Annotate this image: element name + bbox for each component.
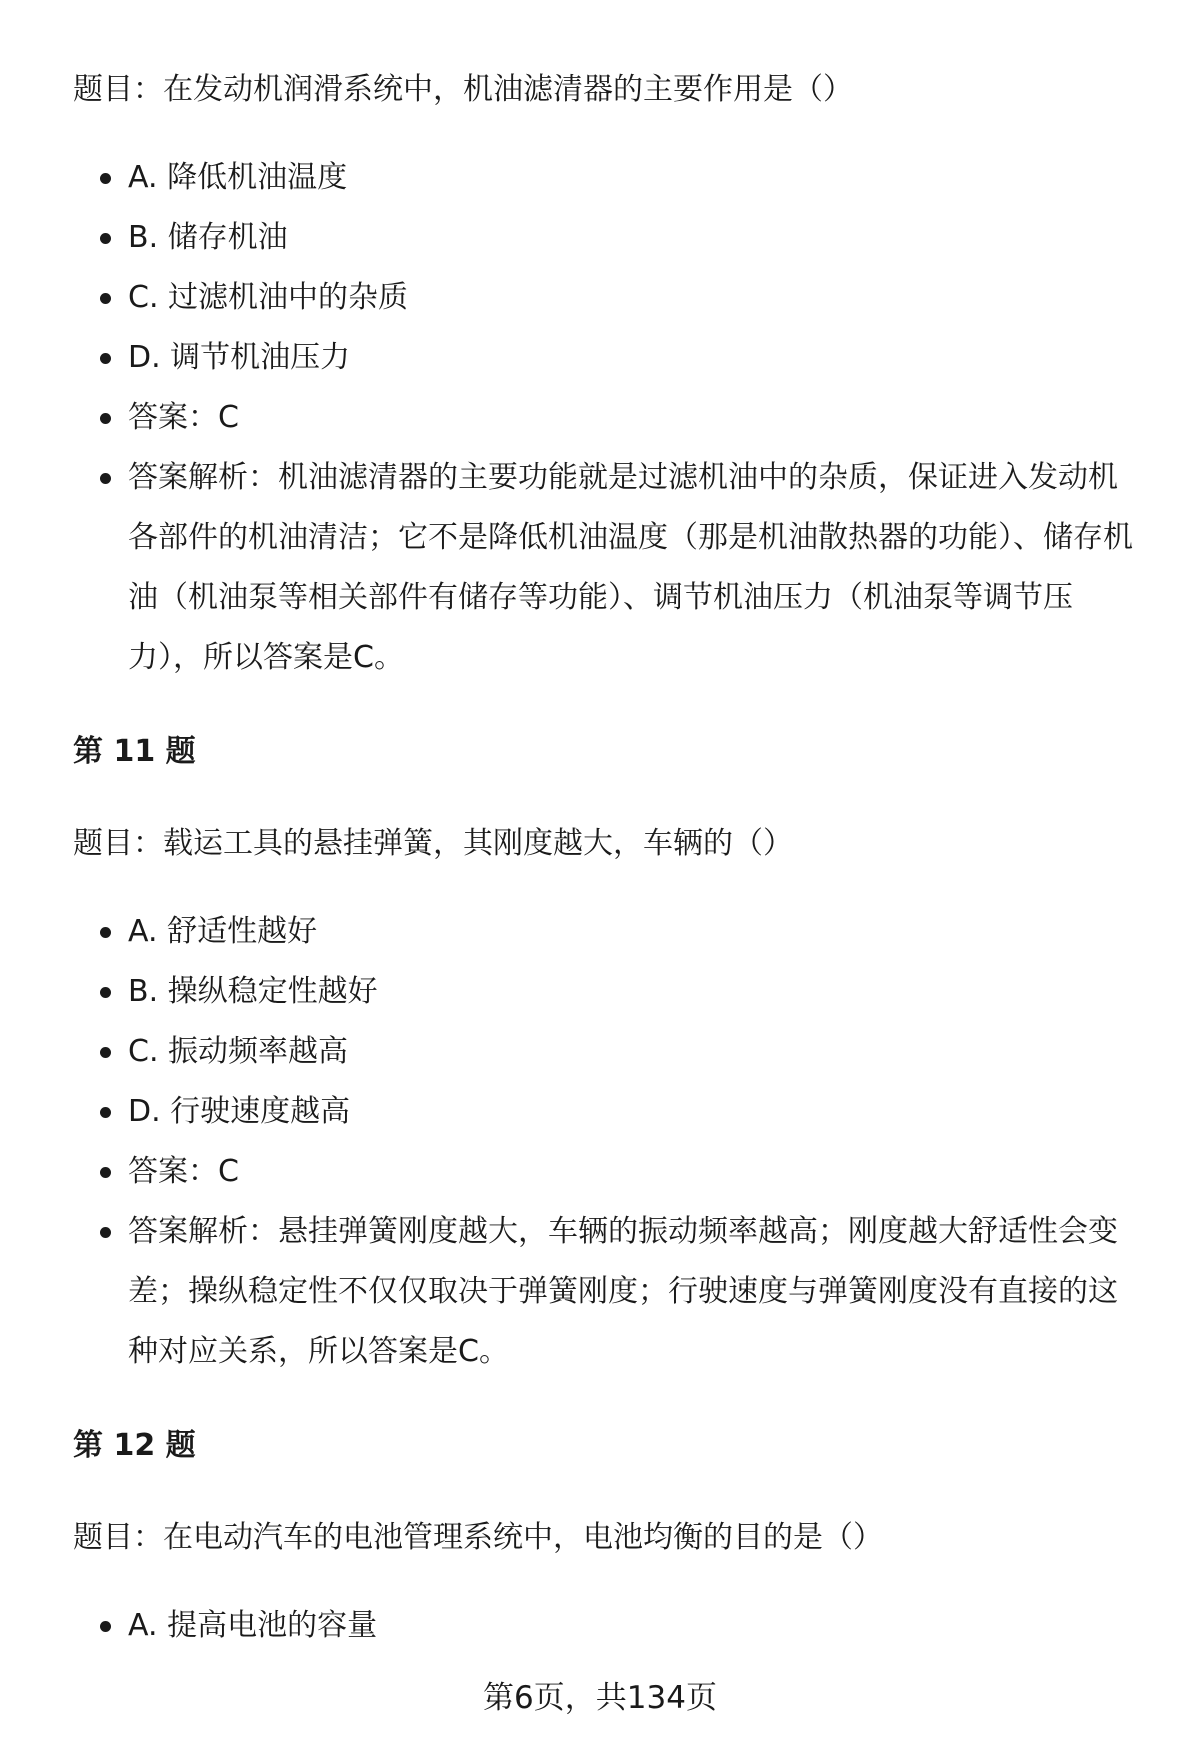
list-item bbox=[73, 1022, 1143, 1082]
answer: 答案：C bbox=[128, 1154, 239, 1189]
list-item bbox=[73, 388, 1143, 448]
list-item bbox=[73, 1202, 1143, 1382]
question-11 bbox=[73, 814, 1143, 1382]
question-10-text: 题目：在发动机润滑系统中，机油滤清器的主要作用是（） bbox=[73, 72, 853, 107]
option-c: C. 过滤机油中的杂质 bbox=[128, 280, 409, 315]
question-11-title: 第 11 题 bbox=[73, 734, 196, 769]
answer-explanation: 答案解析：机油滤清器的主要功能就是过滤机油中的杂质，保证进入发动机各部件的机油清洁；它不是降低机油温度（那是机油散热器的功能）、储存机油（机油泵等相关部件有储存等功能）、调节机油压力（机油泵等调节压力），所以答案是C。 bbox=[128, 460, 1133, 675]
question-11-items bbox=[73, 902, 1143, 1382]
list-item bbox=[73, 268, 1143, 328]
list-item bbox=[73, 902, 1143, 962]
list-item bbox=[73, 962, 1143, 1022]
bullet-icon bbox=[100, 1227, 111, 1238]
bullet-icon bbox=[100, 233, 111, 244]
bullet-icon bbox=[100, 927, 111, 938]
page-content bbox=[73, 60, 1143, 1656]
bullet-icon bbox=[100, 413, 111, 424]
question-12-items bbox=[73, 1596, 1143, 1656]
question-12-title: 第 12 题 bbox=[73, 1428, 196, 1463]
question-11-text: 题目：载运工具的悬挂弹簧，其刚度越大，车辆的（） bbox=[73, 826, 793, 861]
bullet-icon bbox=[100, 173, 111, 184]
list-item bbox=[73, 448, 1143, 688]
question-12 bbox=[73, 1508, 1143, 1656]
bullet-icon bbox=[100, 1047, 111, 1058]
option-c: C. 振动频率越高 bbox=[128, 1034, 349, 1069]
list-item bbox=[73, 148, 1143, 208]
answer-explanation: 答案解析：悬挂弹簧刚度越大，车辆的振动频率越高；刚度越大舒适性会变差；操纵稳定性不仅仅取决于弹簧刚度；行驶速度与弹簧刚度没有直接的这种对应关系，所以答案是C。 bbox=[128, 1214, 1118, 1369]
option-a: A. 提高电池的容量 bbox=[128, 1608, 378, 1643]
option-b: B. 操纵稳定性越好 bbox=[128, 974, 378, 1009]
question-10 bbox=[73, 60, 1143, 688]
list-item bbox=[73, 1082, 1143, 1142]
bullet-icon bbox=[100, 987, 111, 998]
list-item bbox=[73, 328, 1143, 388]
bullet-icon bbox=[100, 473, 111, 484]
question-10-items bbox=[73, 148, 1143, 688]
option-d: D. 行驶速度越高 bbox=[128, 1094, 351, 1129]
option-d: D. 调节机油压力 bbox=[128, 340, 351, 375]
bullet-icon bbox=[100, 1621, 111, 1632]
option-b: B. 储存机油 bbox=[128, 220, 288, 255]
list-item bbox=[73, 1596, 1143, 1656]
bullet-icon bbox=[100, 353, 111, 364]
answer: 答案：C bbox=[128, 400, 239, 435]
bullet-icon bbox=[100, 1107, 111, 1118]
option-a: A. 降低机油温度 bbox=[128, 160, 348, 195]
bullet-icon bbox=[100, 293, 111, 304]
bullet-icon bbox=[100, 1167, 111, 1178]
option-a: A. 舒适性越好 bbox=[128, 914, 318, 949]
list-item bbox=[73, 208, 1143, 268]
list-item bbox=[73, 1142, 1143, 1202]
page-number-footer: 第6页，共134页 bbox=[483, 1680, 717, 1716]
question-12-text: 题目：在电动汽车的电池管理系统中，电池均衡的目的是（） bbox=[73, 1520, 883, 1555]
